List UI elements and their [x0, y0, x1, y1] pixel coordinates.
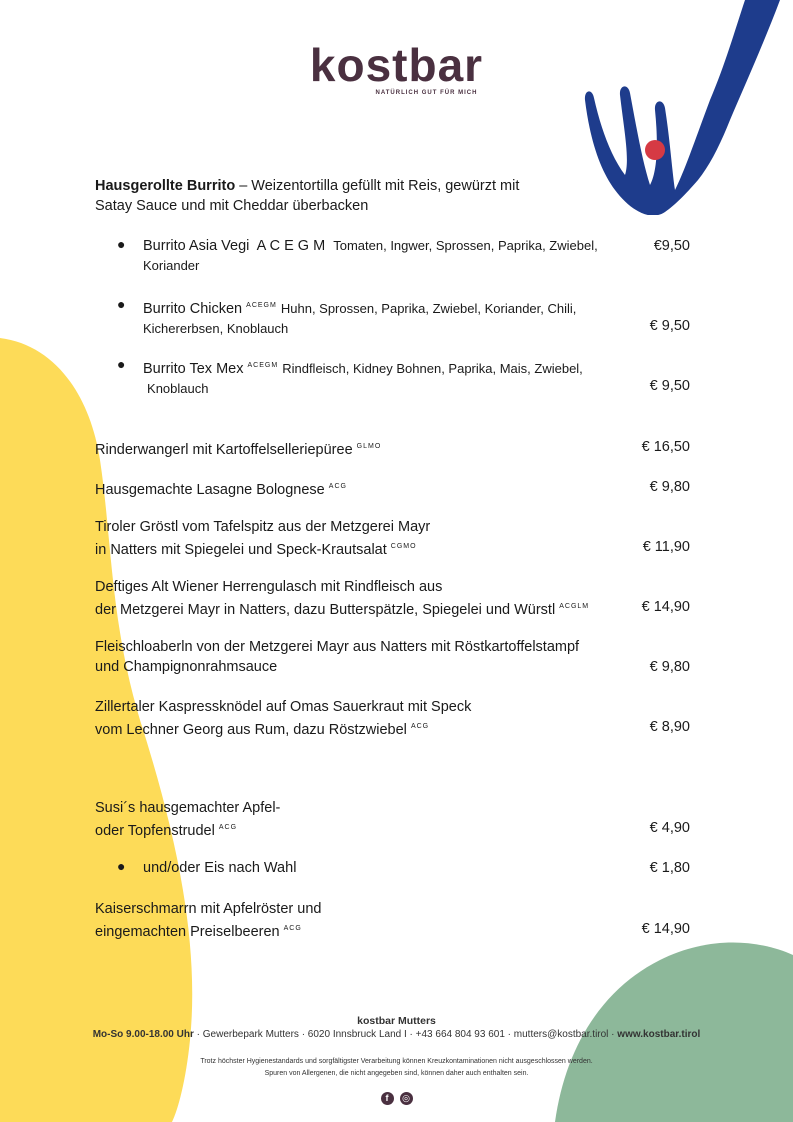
footer-note-2: Spuren von Allergenen, die nicht angegeben sind, können daher auch enthalten sein.	[264, 1070, 529, 1077]
burrito-intro	[95, 176, 615, 216]
footer-allergen-note	[0, 1056, 793, 1080]
menu-item-price: € 14,90	[641, 599, 690, 615]
menu-item-name-cont: und Champignonrahmsauce	[95, 659, 278, 675]
burrito-desc-2: Satay Sauce und mit Cheddar überbacken	[95, 198, 369, 214]
menu-item-allergens: ACG	[328, 483, 347, 490]
menu-item-name: Hausgemachte Lasagne Bolognese	[95, 482, 325, 498]
burrito-name: Burrito Chicken	[143, 301, 243, 317]
footer-contact	[0, 1029, 793, 1040]
burrito-desc-1: – Weizentortilla gefüllt mit Reis, gewürzt mit	[235, 178, 520, 194]
burrito-desc-cont: Knoblauch	[147, 381, 209, 396]
logo-tagline: NATÜRLICH GUT FÜR MICH	[375, 90, 478, 96]
burrito-desc-cont: Koriander	[143, 258, 200, 273]
menu-item-price: € 11,90	[642, 539, 690, 555]
menu-item-name-cont: vom Lechner Georg aus Rum, dazu Röstzwiebel	[95, 722, 407, 738]
burrito-name: Burrito Asia Vegi	[143, 238, 250, 254]
menu-item	[95, 637, 640, 677]
dessert-addon-label: und/oder Eis nach Wahl	[143, 860, 297, 876]
dessert-name-cont: oder Topfenstrudel	[95, 823, 215, 839]
menu-item-allergens: GLMO	[356, 443, 382, 450]
footer-address: · Gewerbepark Mutters · 6020 Innsbruck Land I · +43 664 804 93 601 · mutters@kostbar.tirol ·	[193, 1029, 618, 1040]
menu-item-allergens: ACG	[410, 723, 430, 730]
dessert-allergens: ACG	[218, 824, 238, 831]
burrito-allergens: ACEGM	[246, 302, 277, 309]
instagram-icon[interactable]: ◎	[400, 1092, 413, 1105]
burrito-price: €9,50	[653, 238, 690, 254]
brand-logo	[0, 40, 793, 96]
burrito-desc: Tomaten, Ingwer, Sprossen, Paprika, Zwiebel,	[333, 238, 598, 253]
menu-item	[95, 437, 635, 460]
menu-item-price: € 8,90	[649, 719, 690, 735]
dessert-price: € 4,90	[649, 820, 690, 836]
menu-item-allergens: ACGLM	[559, 603, 590, 610]
menu-item-name: Tiroler Gröstl vom Tafelspitz aus der Metzgerei Mayr	[95, 519, 431, 535]
menu-item-allergens: CGMO	[390, 543, 417, 550]
footer-note-1: Trotz höchster Hygienestandards und sorgfältigster Verarbeitung können Kreuzkontaminationen nicht ausgeschlossen werden.	[200, 1058, 593, 1065]
menu-item	[95, 477, 635, 500]
menu-item-name: Zillertaler Kaspressknödel auf Omas Sauerkraut mit Speck	[95, 699, 472, 715]
dessert-name-cont: eingemachten Preiselbeeren	[95, 924, 280, 940]
dessert-price: € 14,90	[641, 921, 690, 937]
footer-website[interactable]: www.kostbar.tirol	[617, 1029, 701, 1040]
dessert-addon-price: € 1,80	[649, 860, 690, 876]
facebook-icon[interactable]: f	[381, 1092, 394, 1105]
menu-item-name: Deftiges Alt Wiener Herrengulasch mit Rindfleisch aus	[95, 579, 443, 595]
dessert-item	[95, 899, 595, 942]
menu-item	[95, 517, 635, 560]
burrito-name: Burrito Tex Mex	[143, 361, 244, 377]
bullet-icon: ●	[117, 858, 126, 874]
burrito-price: € 9,50	[649, 378, 690, 394]
menu-item-price: € 9,80	[649, 659, 690, 675]
burrito-desc: Huhn, Sprossen, Paprika, Zwiebel, Koriander, Chili,	[280, 301, 577, 316]
logo-wordmark: kostbar	[309, 39, 484, 91]
burrito-price: € 9,50	[649, 318, 690, 334]
burrito-allergens: A C E G M	[256, 238, 326, 254]
menu-item-price: € 16,50	[641, 439, 690, 455]
footer-hours: Mo-So 9.00-18.00 Uhr	[92, 1029, 194, 1040]
social-icons	[0, 1088, 793, 1106]
bullet-icon: ●	[117, 356, 126, 372]
menu-item	[95, 577, 640, 620]
burrito-title: Hausgerollte Burrito	[95, 178, 236, 194]
menu-item	[95, 697, 635, 740]
menu-item-name-cont: der Metzgerei Mayr in Natters, dazu Butterspätzle, Spiegelei und Würstl	[95, 602, 556, 618]
burrito-allergens: ACEGM	[247, 362, 279, 369]
footer-venue: kostbar Mutters	[357, 1015, 436, 1027]
burrito-desc-cont: Kichererbsen, Knoblauch	[143, 321, 289, 336]
dessert-name: Kaiserschmarrn mit Apfelröster und	[95, 901, 322, 917]
bullet-icon: ●	[117, 296, 126, 312]
burrito-desc: Rindfleisch, Kidney Bohnen, Paprika, Mais, Zwiebel,	[282, 361, 583, 376]
menu-item-name: Fleischloaberln von der Metzgerei Mayr aus Natters mit Röstkartoffelstampf	[95, 639, 580, 655]
menu-item-price: € 9,80	[649, 479, 690, 495]
menu-item-name-cont: in Natters mit Spiegelei und Speck-Krautsalat	[95, 542, 387, 558]
bullet-icon: ●	[117, 236, 126, 252]
menu-item-name: Rinderwangerl mit Kartoffelselleriepüree	[95, 442, 353, 458]
dessert-allergens: ACG	[283, 925, 302, 932]
dessert-item	[95, 798, 595, 841]
dessert-name: Susi´s hausgemachter Apfel-	[95, 800, 281, 816]
